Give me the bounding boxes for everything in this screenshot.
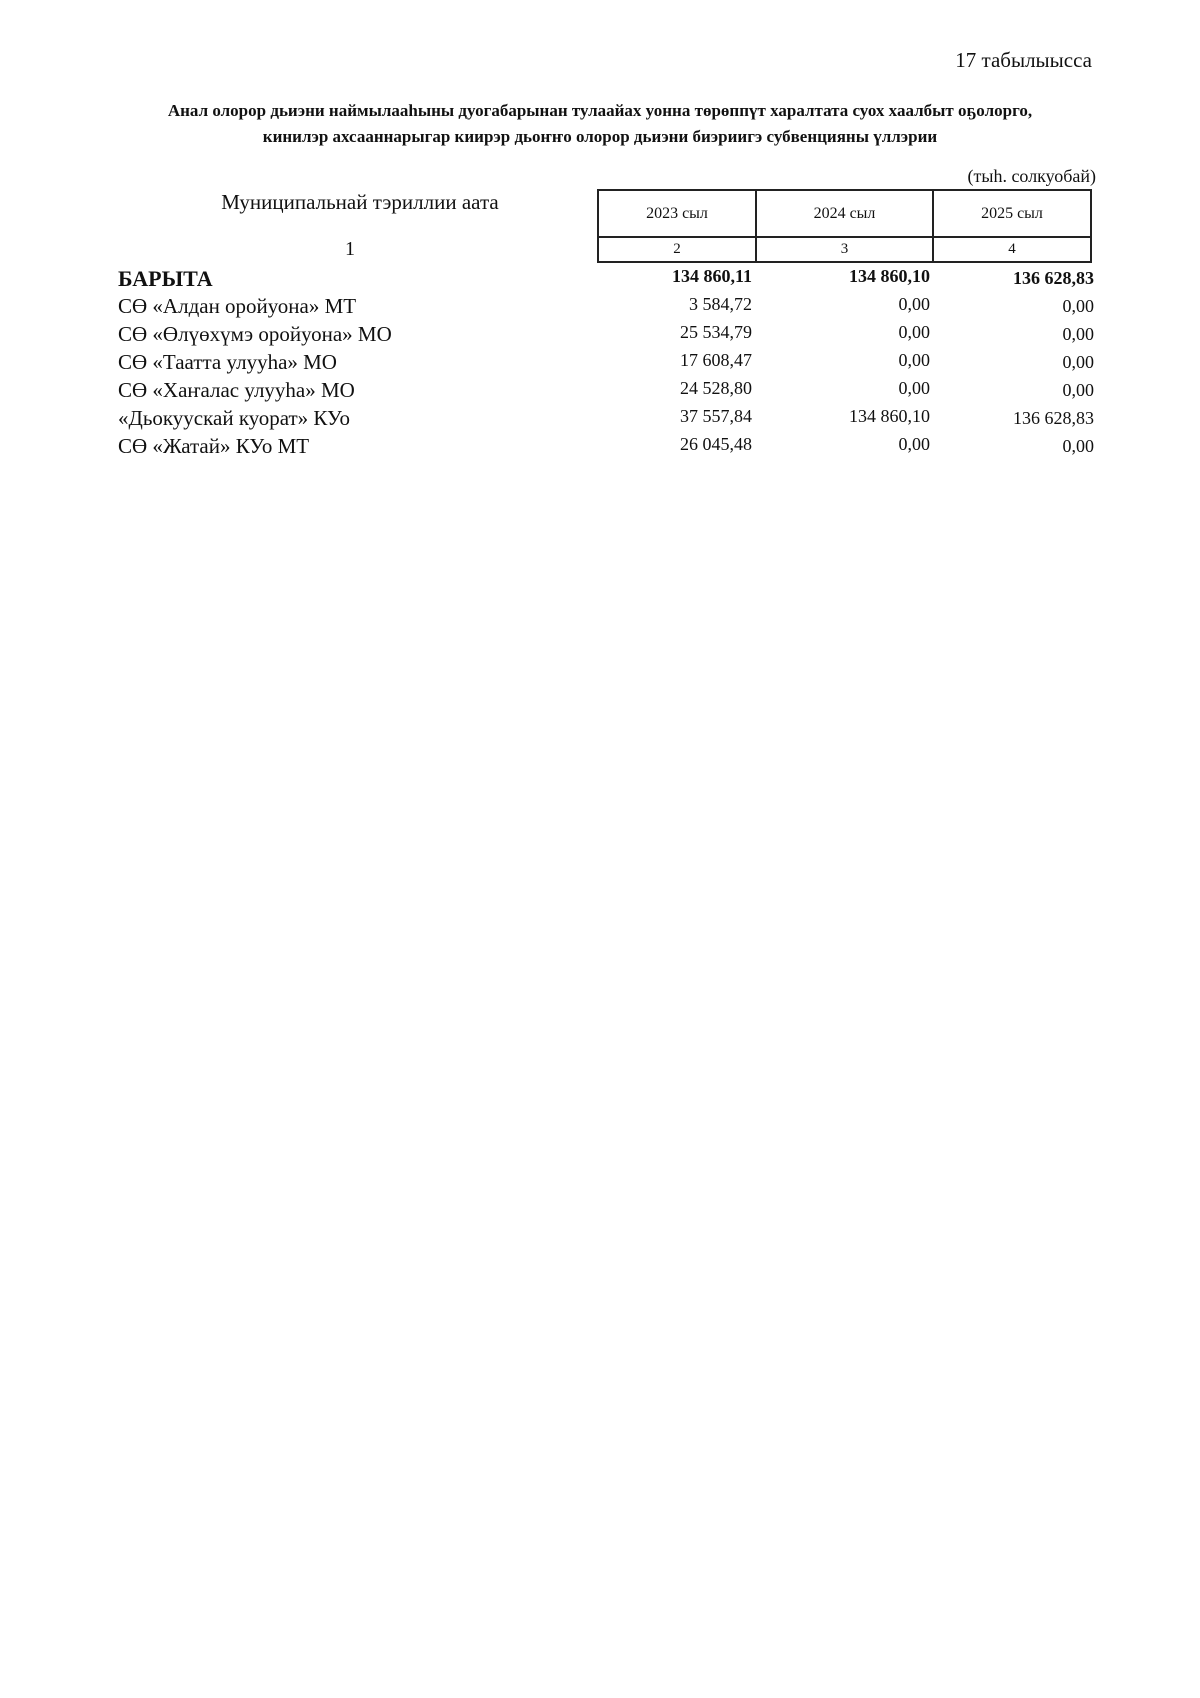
row-value-2023: 37 557,84 (680, 406, 752, 426)
document-title-line-1: Анал олорор дьиэни наймылааһыны дуогабарынан тулаайах уонна төрөппүт харалтата суох хаалбыт оҕолорго, (167, 101, 1033, 120)
row-name: СӨ «Таатта улууһа» МО (118, 350, 337, 374)
row-value-2025: 0,00 (1062, 380, 1094, 400)
row-value-2023: 17 608,47 (680, 350, 752, 370)
row-name: СӨ «Жатай» КУо МТ (118, 434, 310, 458)
row-value-2024: 0,00 (898, 350, 930, 370)
row-value-2024: 134 860,10 (849, 266, 930, 286)
row-value-2023: 24 528,80 (680, 378, 752, 398)
row-value-2024: 0,00 (898, 378, 930, 398)
appendix-number: 17 табылыысса (955, 48, 1092, 72)
column-number-row (598, 237, 1091, 262)
table-row (0, 294, 1200, 322)
row-value-2024: 134 860,10 (849, 406, 930, 426)
row-value-2025: 0,00 (1062, 436, 1094, 456)
column-header-2023: 2023 сыл (598, 190, 756, 237)
row-value-2024: 0,00 (898, 434, 930, 454)
year-header-table (597, 189, 1092, 263)
year-header-row (598, 190, 1091, 237)
table-row (0, 322, 1200, 350)
row-value-2025: 136 628,83 (1013, 408, 1094, 428)
column-number-2: 2 (598, 237, 756, 262)
row-value-2025: 136 628,83 (1013, 268, 1094, 288)
row-value-2025: 0,00 (1062, 296, 1094, 316)
column-number-1: 1 (345, 238, 355, 260)
table-body (0, 266, 1200, 462)
row-name: СӨ «Өлүөхүмэ оройуона» МО (118, 322, 392, 346)
table-row (0, 406, 1200, 434)
row-value-2024: 0,00 (898, 294, 930, 314)
column-number-3: 3 (756, 237, 933, 262)
table-row-total (0, 266, 1200, 294)
row-value-2023: 3 584,72 (689, 294, 752, 314)
row-value-2025: 0,00 (1062, 352, 1094, 372)
row-name: БАРЫТА (118, 266, 213, 291)
document-title (100, 98, 1100, 150)
row-value-2023: 134 860,11 (671, 266, 752, 286)
column-header-name: Муниципальнай тэриллии аата (221, 190, 499, 214)
row-value-2024: 0,00 (898, 322, 930, 342)
document-title-line-2: кинилэр ахсааннарыгар киирэр дьоҥҥо олорор дьиэни биэриигэ субвенцияны үллэрии (262, 127, 938, 146)
table-row (0, 378, 1200, 406)
row-name: СӨ «Алдан оройуона» МТ (118, 294, 357, 318)
row-value-2023: 25 534,79 (680, 322, 752, 342)
row-name: СӨ «Хаҥалас улууһа» МО (118, 378, 355, 402)
row-value-2025: 0,00 (1062, 324, 1094, 344)
column-header-2024: 2024 сыл (756, 190, 933, 237)
units-note: (тыһ. солкуобай) (967, 166, 1096, 186)
column-number-4: 4 (933, 237, 1091, 262)
table-row (0, 350, 1200, 378)
column-header-2025: 2025 сыл (933, 190, 1091, 237)
row-name: «Дьокуускай куорат» КУо (118, 406, 350, 430)
row-value-2023: 26 045,48 (680, 434, 752, 454)
table-row (0, 434, 1200, 462)
